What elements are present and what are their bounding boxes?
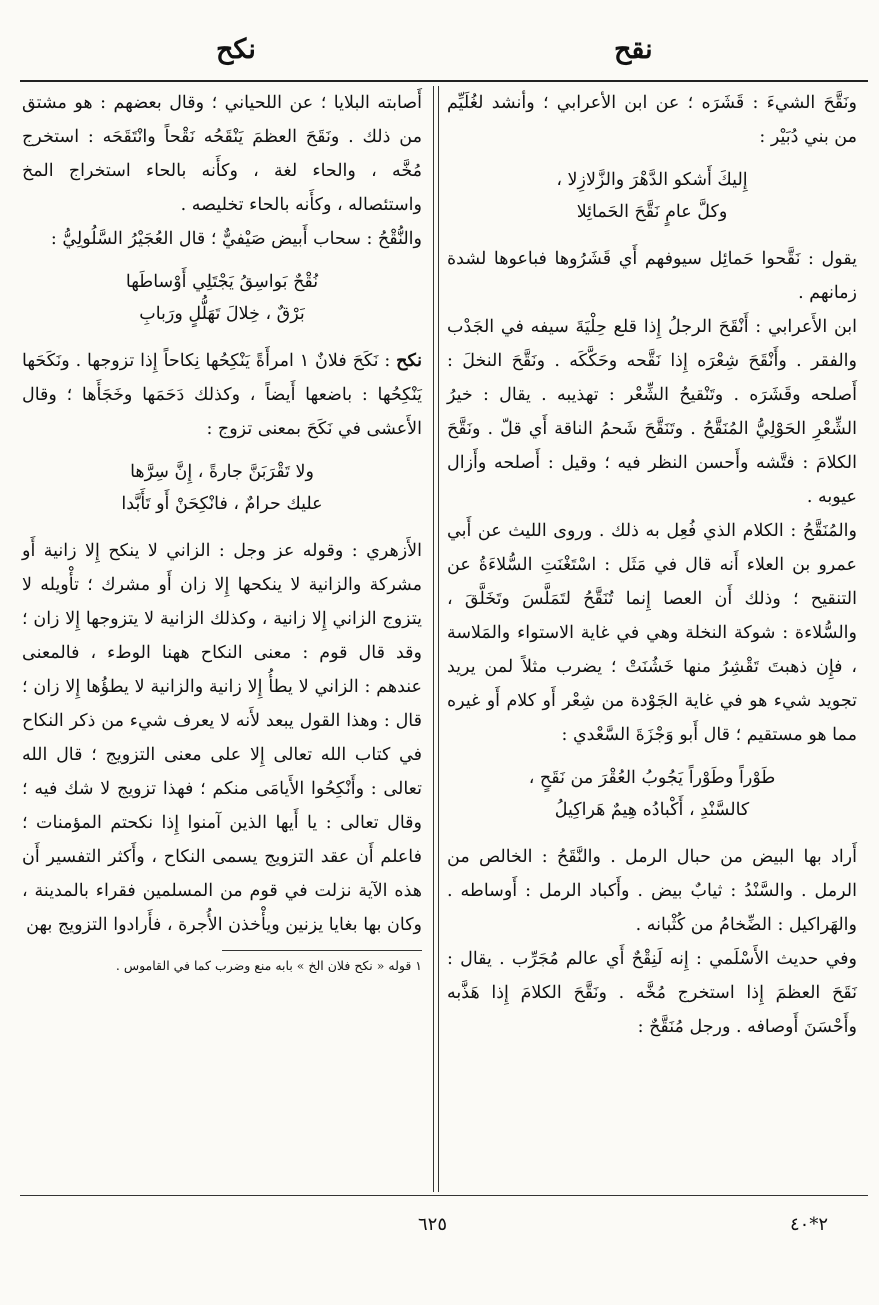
signature-mark: ٢*٤٠ bbox=[790, 1214, 829, 1235]
running-head-right: نقح bbox=[614, 34, 653, 65]
entry-headword: نكح bbox=[396, 351, 423, 371]
verse-line: عليك حرامٌ ، فانْكِحَنْ أَو تَأَبَّدا bbox=[121, 494, 323, 514]
entry-paragraph: ابن الأَعرابي : أَنْقَحَ الرجلُ إِذا قلع حِلْيَةَ سيفه في الجَدْب والفقر . وأَنْقَحَ شِعْرَه إِذا نَقَّحه وحَكَّكَه . ونَقَّحَ النخلَ : أَصلحه وقَشَرَه . وتَنْقيحُ الشِّعْر : تهذيبه . يقال : خيرُ الشِّعْرِ الحَوْلِيُّ المُنَقَّحُ . وتَنَقَّحَ شَحمُ الناقة أَي قلّ . ونَقَّحَ الكلامَ : فتَّشه وأَحسن النظر فيه ؛ وقيل : أَصلحه وأَزال عيوبه . bbox=[447, 317, 857, 507]
verse-line: ولا تَقْرَبَنَّ جارةً ، إِنَّ سِرَّها bbox=[130, 462, 314, 482]
entry-paragraph: وفي حديث الأَسْلَمي : إِنه لَنِقْحٌ أَي عالم مُجَرِّب . يقال : نَقَحَ العظمَ إِذا استخرج مُخَّه . ونَقَّحَ الكلامَ إِذا هَذَّبه وأَحْسَنَ أَوصافه . ورجل مُنَقَّحٌ : bbox=[447, 949, 857, 1037]
entry-paragraph: أَصابته البلايا ؛ عن اللحياني ؛ وقال بعضهم : هو مشتق من ذلك . ونَقَحَ العظمَ يَنْقَحُه نَقْحاً وانْتَقَحَه : استخرج مُخَّه ، والحاء لغة ، وكأَنه بالحاء استخراج المخ واستئصاله ، وكأَنه بالحاء تخليصه . bbox=[22, 93, 422, 215]
left-column bbox=[22, 86, 422, 977]
verse-block bbox=[22, 266, 422, 330]
header-rule bbox=[20, 80, 868, 82]
footnote: ١ قوله « نكح فلان الخ » بابه منع وضرب كما في القاموس . bbox=[115, 958, 422, 973]
verse-block bbox=[447, 762, 857, 826]
verse-line: إِليكَ أَشكو الدَّهْرَ والزَّلازِلا ، bbox=[556, 170, 748, 190]
page-number: ٦٢٥ bbox=[418, 1214, 448, 1235]
verse-block bbox=[22, 456, 422, 520]
verse-line: وكلَّ عامٍ نَقَّحَ الحَمائِلا bbox=[576, 202, 728, 222]
entry-paragraph: ونَقَّحَ الشيءَ : قَشَرَه ؛ عن ابن الأعرابي ؛ وأنشد لغُلَيِّم من بني دُبَيْر : bbox=[447, 93, 857, 147]
verse-block bbox=[447, 164, 857, 228]
running-head-left: نكح bbox=[216, 34, 256, 65]
entry-paragraph: الأَزهري : وقوله عز وجل : الزاني لا ينكح إِلا زانية أَو مشركة والزانية لا ينكحها إِلا زان أَو مشرك ؛ تأْويله لا يتزوج الزاني إِلا زانية ، وكذلك الزانية لا يتزوجها إِلا زان ؛ وقد قال قوم : معنى النكاح ههنا الوطء ، فالمعنى عندهم : الزاني لا يطأُ إِلا زانية والزانية لا يطؤُها إِلا زان ؛ قال : وهذا القول يبعد لأَنه لا يعرف شيء من ذكر النكاح في كتاب الله تعالى إِلا على معنى التزويج ؛ قال الله تعالى : وأَنْكِحُوا الأَيامَى منكم ؛ فهذا تزويج لا شك فيه ؛ وقال تعالى : يا أَيها الذين آمنوا إِذا نكحتم المؤمنات ؛ فاعلم أَن عقد التزويج يسمى النكاح ، وأَكثر التفسير أَن هذه الآية نزلت في قوم من المسلمين فقراء بالمدينة ، وكان بها بغايا يزنين ويأْخذن الأُجرة ، فأَرادوا التزويج بهن bbox=[22, 541, 422, 935]
footnote-rule bbox=[222, 950, 422, 951]
entry-paragraph bbox=[22, 344, 422, 446]
verse-line: كالسَّنْدِ ، أَكْبادُه هِيمٌ هَراكِيلُ bbox=[554, 800, 750, 820]
verse-line: طَوْراً وطَوْراً يَجُوبُ العُقْرَ من نَقَحٍ ، bbox=[528, 768, 776, 788]
entry-paragraph: يقول : نَقَّحوا حَمائِل سيوفهم أَي قَشَرُوها فباعوها لشدة زمانهم . bbox=[447, 249, 857, 303]
verse-line: بَرْقٌ ، خِلالَ تَهَلُّلٍ ورَبابِ bbox=[139, 304, 305, 324]
entry-paragraph: والنُّقْحُ : سحاب أَبيض صَيْفيٌّ ؛ قال العُجَيْرُ السَّلُولِيُّ : bbox=[50, 229, 422, 249]
entry-text: : نَكَحَ فلانٌ ١ امرأَةً يَنْكِحُها نِكاحاً إِذا تزوجها . ونَكَحَها يَنْكِحُها : باضعها أَيضاً ، وكذلك دَحَمَها وخَجَأَها ؛ وقال الأَعشى في نَكَحَ بمعنى تزوج : bbox=[22, 351, 422, 439]
verse-line: نُقْحٌ بَواسِقُ يَجْتَلِي أَوْساطَها bbox=[125, 272, 319, 292]
footer-rule bbox=[20, 1195, 868, 1196]
column-divider bbox=[433, 86, 439, 1192]
right-column bbox=[447, 86, 857, 1044]
entry-paragraph: أَراد بها البيض من حبال الرمل . والنَّقَحُ : الخالص من الرمل . والسَّنْدُ : ثيابٌ بيض . وأَكباد الرمل : أَوساطه . والهَراكيل : الضِّخامُ من كُثْبانه . bbox=[447, 847, 857, 935]
entry-paragraph: والمُنَقَّحُ : الكلام الذي فُعِل به ذلك . وروى الليث عن أَبي عمرو بن العلاء أَنه قال في مَثَل : اسْتَغْنَتِ السُّلاءَةُ عن التنقيح ؛ وذلك أَن العصا إِنما تُنَقَّحُ لتَمَلَّسَ وتَخَلَّقَ ، والسُّلاءة : شوكة النخلة وهي في غاية الاستواء والمَلاسة ، فإِن ذهبتَ تَقْشِرُ منها خَشُنَتْ ؛ يضرب مثلاً لمن يريد تجويد شيء هو في غاية الجَوْدة من شِعْر أَو كلام أَو غيره مما هو مستقيم ؛ قال أَبو وَجْزَةَ السَّعْدي : bbox=[447, 521, 857, 745]
